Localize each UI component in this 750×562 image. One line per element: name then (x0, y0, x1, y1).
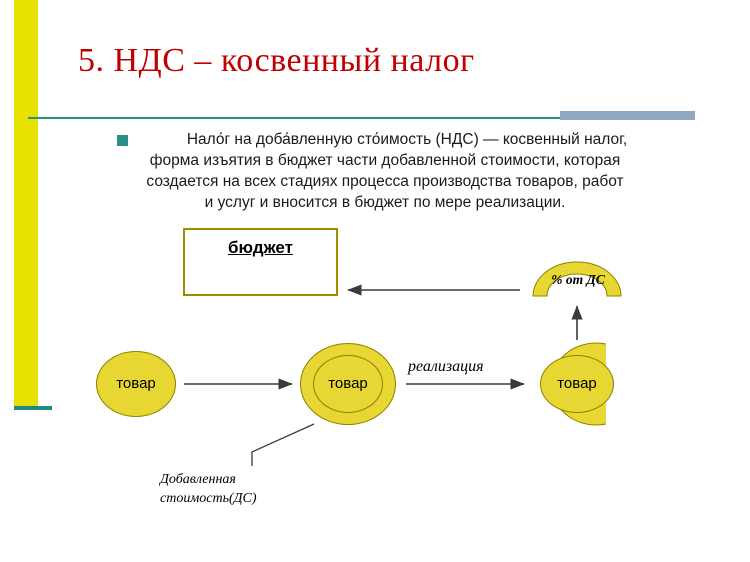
leader-line-added-value (252, 424, 314, 466)
node-goods-3-label: товар (557, 375, 597, 392)
edge-label-realizacia: реализация (408, 358, 484, 375)
tax-share-label: % от ДС (551, 272, 605, 287)
added-value-line-2: стоимость(ДС) (160, 491, 257, 506)
body-line-4: и услуг и вносится в бюджет по мере реализации. (204, 194, 566, 211)
body-line-2: форма изъятия в бюджет части добавленной стоимости, которая (149, 152, 621, 169)
body-line-1: Нало́г на доба́вленную сто́имость (НДС) — косвенный налог, (186, 131, 628, 148)
added-value-caption (160, 470, 330, 508)
node-goods-2-label: товар (328, 375, 368, 392)
added-value-line-1: Добавленная (160, 472, 236, 487)
page-title: 5. НДС – косвенный налог (78, 42, 475, 79)
budget-label: бюджет (228, 238, 293, 257)
body-line-3: создается на всех стадиях процесса производства товаров, работ (146, 173, 624, 190)
node-goods-1-label: товар (116, 375, 156, 392)
